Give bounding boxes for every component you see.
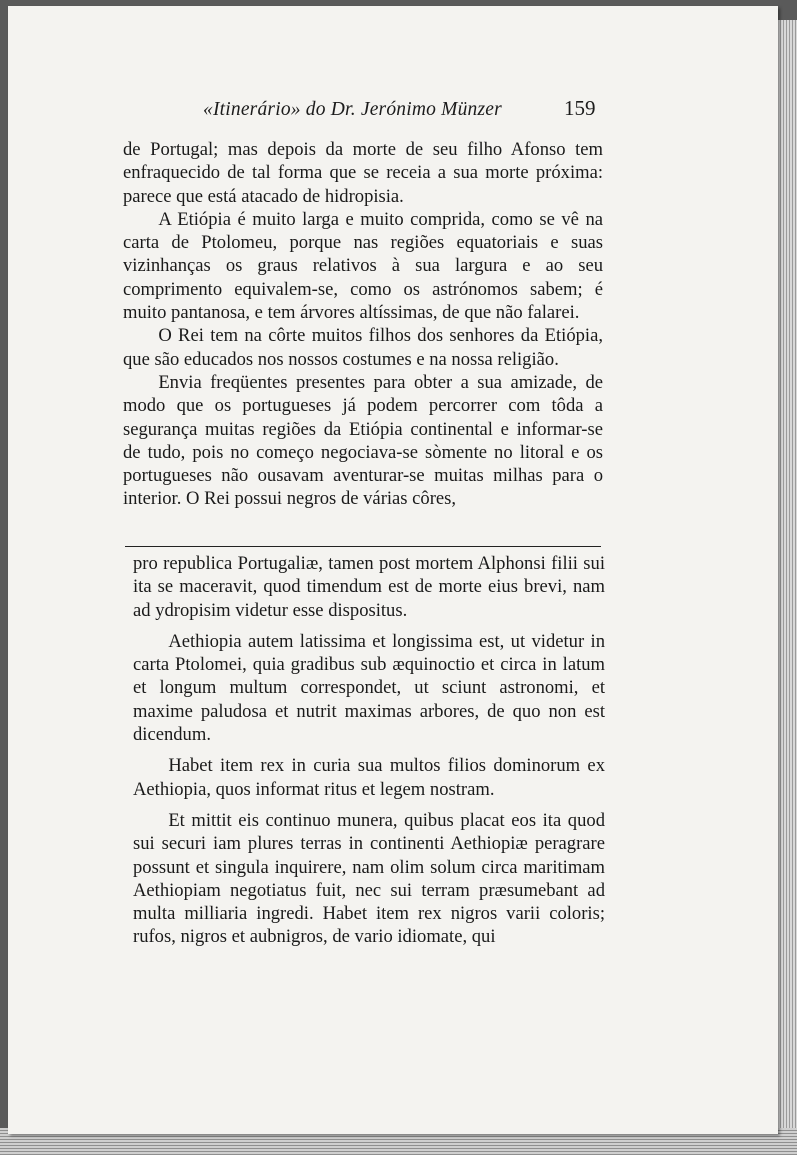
portuguese-paragraph: de Portugal; mas depois da morte de seu filho Afonso tem enfraquecido de tal forma que se receia a sua morte próxima: parece que está atacado de hidropisia.	[123, 139, 603, 207]
latin-original	[133, 552, 605, 949]
latin-paragraph: Et mittit eis continuo munera, quibus placat eos ita quod sui securi iam plures terras in continenti Aethiopiæ peragrare possunt et singula inquirere, nam olim solum circa maritimam Aethiopiam negotiatus fuit, nec sui terram præsumebant ad multa milliaria ingredi. Habet item rex nigros varii coloris; rufos, nigros et aubnigros, de vario idiomate, qui	[133, 809, 605, 948]
book-page	[8, 6, 778, 1134]
latin-paragraph: pro republica Portugaliæ, tamen post mortem Alphonsi filii sui ita se maceravit, quod timendum est de morte eius brevi, nam ad ydropisim videtur esse dispositus.	[133, 553, 605, 621]
portuguese-paragraph: A Etiópia é muito larga e muito comprida, como se vê na carta de Ptolomeu, porque nas regiões equatoriais e suas vizinhanças os graus relativos à sua largura e ao seu comprimento equivalem-se, como os astrónomos sabem; é muito pantanosa, e tem árvores altíssimas, de que não falarei.	[123, 208, 603, 324]
portuguese-translation	[123, 138, 603, 511]
latin-paragraph: Aethiopia autem latissima et longissima est, ut videtur in carta Ptolomei, quia gradibus sub æquinoctio et circa in latum et longum multum correspondet, ut sciunt astronomi, et maxime paludosa et nutrit maximas arbores, de quo non est dicendum.	[133, 630, 605, 746]
running-head: «Itinerário» do Dr. Jerónimo Münzer	[203, 99, 502, 120]
separator-rule	[125, 546, 601, 547]
latin-paragraph: Habet item rex in curia sua multos filios dominorum ex Aethiopia, quos informat ritus et legem nostram.	[133, 755, 605, 800]
portuguese-paragraph: O Rei tem na côrte muitos filhos dos senhores da Etiópia, que são educados nos nossos costumes e na nossa religião.	[123, 325, 603, 370]
portuguese-paragraph: Envia freqüentes presentes para obter a sua amizade, de modo que os portugueses já podem percorrer com tôda a segurança muitas regiões da Etiópia continental e informar-se de tudo, pois no começo negociava-se sòmente no litoral e os portugueses não ousavam aventurar-se muitas milhas para o interior. O Rei possui negros de várias côres,	[123, 371, 603, 510]
page-number: 159	[564, 96, 596, 120]
